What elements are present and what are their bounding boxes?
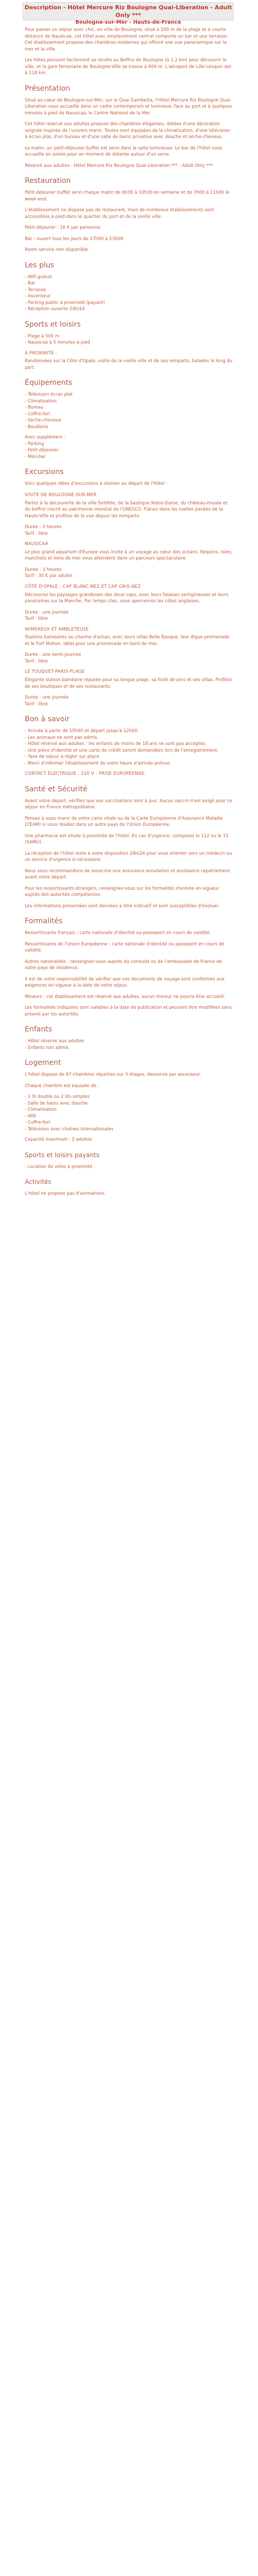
paragraph: Découvrez les paysages grandioses des deux caps, avec leurs falaises vertigineuses et leurs panoramas sur la Manche. Par temps clair, vous apercevrez les côtes anglaises.	[25, 592, 229, 604]
paragraph: Partez à la découverte de la ville fortifiée, de la basilique Notre-Dame, du château-musée et du beffroi inscrit au patrimoine mondial de l'UNESCO. Flânez dans les ruelles pavées de la Haute-Ville et profitez de la vue depuis les remparts.	[25, 500, 228, 519]
caps-label: CONTACT ÉLECTRIQUE : 220 V - PRISE EUROPÉENNE.	[25, 771, 146, 776]
detail: Tarif : libre	[25, 658, 48, 664]
paragraph: Cet hôtel réservé aux adultes propose des chambres élégantes, dotées d'une décoration soignée inspirée de l'univers marin. Toutes sont équipées de la climatisation, d'une télévision à écran plat, d'un bureau et d'une salle de bains privative avec douche et sèche-cheveux.	[25, 122, 230, 140]
paragraph: Ressortissants de l'Union Européenne : carte nationale d'identité ou passeport en cours de validité.	[25, 941, 224, 954]
equipment-extra-list	[25, 434, 233, 460]
excursion-details	[25, 609, 233, 622]
title-banner	[23, 2, 234, 25]
room-list	[25, 1094, 233, 1132]
footnote: Capacité maximum : 2 adultes	[25, 1137, 92, 1143]
list-item: - Taxe de séjour à régler sur place.	[25, 754, 101, 759]
paragraph: Petit-déjeuner : 16 € par personne.	[25, 225, 102, 230]
paragraph: Situé au cœur de Boulogne-sur-Mer, sur le Quai Gambetta, l'Hôtel Mercure Riz Boulogne Quai-Liberation vous accueille dans un cadre contemporain et lumineux, face au port et à quelques minutes à pied de Nausicaá, le Centre National de la Mer.	[25, 97, 232, 116]
feature-list	[25, 274, 233, 313]
intro-paragraph: Les hôtes peuvent facilement se rendre au Beffroi de Boulogne (à 1,2 km) pour découvrir la ville, et la gare ferroviaire de Boulogne-Ville se trouve à 600 m. L'aéroport de Lille-Lesquin est à 118 km.	[25, 58, 232, 76]
paragraph: Stations balnéaires au charme d'antan, avec leurs villas Belle Époque, leur digue-promenade et le Fort Mahon. Idéal pour une promenade en bord de mer.	[25, 635, 230, 647]
paragraph: L'établissement ne dispose pas de restaurant, mais de nombreux établissements sont accessibles à pied dans le quartier du port et de la vieille ville.	[25, 208, 215, 219]
paragraph: La réception de l'hôtel reste à votre disposition 24h/24 pour vous orienter vers un médecin ou un service d'urgence si nécessaire.	[25, 851, 232, 863]
list-item: - Nausicaá à 5 minutes à pied	[25, 340, 90, 345]
list-item: - Parking public à proximité (payant)	[25, 300, 105, 306]
paragraph: Petit-déjeuner buffet servi chaque matin de 6h30 à 10h30 en semaine et de 7h00 à 11h00 le week-end.	[25, 190, 230, 202]
page-title: Description - Hôtel Mercure Riz Boulogne Quai-Liberation - Adult Only ***	[24, 4, 232, 19]
list-item: - Location de vélos à proximité	[25, 1164, 92, 1170]
section-heading-bon-a-savoir: Bon à savoir	[25, 715, 70, 723]
list-item: - Les animaux ne sont pas admis.	[25, 735, 99, 740]
detail: Tarif : libre	[25, 616, 48, 621]
list-item: - Mini-bar	[25, 454, 46, 460]
excursion-title: CÔTE D'OPALE - CAP BLANC-NEZ ET CAP GRIS-NEZ	[25, 584, 141, 589]
detail: Tarif : 30 € par adulte	[25, 573, 72, 579]
excursion-details	[25, 652, 233, 665]
paragraph: Autres nationalités : renseignez-vous auprès du consulat ou de l'ambassade de France de votre pays de résidence.	[25, 959, 222, 971]
paragraph: Room service non disponible.	[25, 247, 89, 252]
section-heading-restauration: Restauration	[25, 177, 71, 185]
paragraph: Les formalités indiquées sont valables à la date de publication et peuvent être modifiées sans préavis par les autorités.	[25, 1005, 232, 1017]
section-heading-excursions: Excursions	[25, 468, 64, 477]
paragraph: Le plus grand aquarium d'Europe vous invite à un voyage au cœur des océans. Requins, raies, manchots et lions de mer vous attendent dans un parcours spectaculaire.	[25, 549, 233, 562]
list-item: - Arrivée à partir de 15h00 et départ jusqu'à 12h00.	[25, 728, 139, 734]
section-heading-equipements: Équipements	[25, 379, 72, 387]
paragraph: Pensez à vous munir de votre carte vitale ou de la Carte Européenne d'Assurance Maladie (CEAM) si vous résidez dans un autre pays de l'Union Européenne.	[25, 816, 223, 828]
list-item: - Climatisation	[25, 1107, 57, 1113]
section-heading-sante: Santé et Sécurité	[25, 785, 88, 793]
list-item: - Salle de bains avec douche	[25, 1100, 88, 1106]
paragraph: Les informations présentées sont données à titre indicatif et sont susceptibles d'évoluer.	[25, 903, 220, 909]
list-item: - Une pièce d'identité et une carte de crédit seront demandées lors de l'enregistrement.	[25, 748, 219, 753]
list-item: - Terrasse	[25, 287, 46, 293]
section-heading-les-plus: Les plus	[25, 261, 54, 269]
paragraph: Mineurs : cet établissement est réservé aux adultes, aucun mineur ne pourra être accueilli.	[25, 994, 225, 999]
paragraph: Le matin, un petit-déjeuner buffet est servi dans la salle lumineuse. Le bar de l'hôtel vous accueille en soirée pour un moment de détente autour d'un verre.	[25, 145, 222, 157]
main-content	[25, 27, 233, 1202]
children-list	[25, 1038, 233, 1051]
section-heading-logement: Logement	[25, 1059, 61, 1067]
list-item: - Télévision écran plat	[25, 392, 73, 398]
list-item: - Réception ouverte 24h/24	[25, 307, 85, 312]
paragraph: L'hôtel ne propose pas d'animations.	[25, 1191, 106, 1197]
page-subtitle: Boulogne-sur-Mer - Hauts-de-France	[75, 20, 181, 25]
detail: Durée : une journée	[25, 695, 69, 700]
paragraph: Chaque chambre est équipée de :	[25, 1083, 100, 1089]
list-item: - Wifi	[25, 1113, 36, 1119]
detail: Durée : 3 heures	[25, 524, 62, 530]
list-item: - Hôtel réservé aux adultes : les enfants de moins de 18 ans ne sont pas acceptés.	[25, 741, 207, 747]
paragraph: L'hôtel dispose de 67 chambres réparties sur 5 étages, desservis par ascenseur.	[25, 1072, 201, 1078]
excursion-details	[25, 694, 233, 707]
paragraph: Une pharmacie est située à proximité de l'hôtel. En cas d'urgence, composez le 112 ou le 15 (SAMU).	[25, 833, 229, 845]
list-item: - Wifi gratuit	[25, 274, 52, 280]
list-item: - Bureau	[25, 405, 44, 411]
excursion-details	[25, 567, 233, 580]
equipment-list	[25, 392, 233, 430]
paid-activities-list	[25, 1164, 233, 1171]
paragraph: Avant votre départ, vérifiez que vos vaccinations sont à jour. Aucun vaccin n'est exigé pour ce séjour en France métropolitaine.	[25, 798, 232, 810]
list-item: - Petit-déjeuner	[25, 448, 59, 453]
detail: Tarif : libre	[25, 531, 48, 536]
section-heading-enfants: Enfants	[25, 1025, 52, 1034]
list-item: - Hôtel réservé aux adultes	[25, 1039, 85, 1044]
detail: Durée : une demi-journée	[25, 652, 82, 658]
detail: Tarif : libre	[25, 701, 48, 707]
section-heading-sports: Sports et loisirs	[25, 320, 81, 329]
excursion-title: VISITE DE BOULOGNE-SUR-MER	[25, 492, 97, 498]
paragraph: Élégante station balnéaire réputée pour sa longue plage, sa forêt de pins et ses villas. Profitez de ses boutiques et de ses restaurants.	[25, 677, 232, 689]
paragraph: Il est de votre responsabilité de vérifier que vos documents de voyage sont conformes aux exigences en vigueur à la date de votre séjour.	[25, 976, 225, 989]
list-item: - Merci d'informer l'établissement de votre heure d'arrivée prévue.	[25, 760, 171, 766]
paragraph: Bar : ouvert tous les jours de 17h00 à 23h00.	[25, 236, 125, 242]
list-label: Avec supplément :	[25, 435, 66, 440]
list-item: - Télévision avec chaînes internationales	[25, 1126, 114, 1132]
intro-paragraph: Pour passer un séjour avec chic, en ville de Boulogne, situé à 500 m de la plage et à courte distance de Nausicaá, cet hôtel avec emplacement central comporte un bar et une terrasse. Cet établissement propose des chambres modernes qui offrent une vue panoramique sur la mer et la ville.	[25, 27, 229, 52]
excursion-title: LE TOUQUET-PARIS-PLAGE	[25, 669, 85, 675]
detail: Durée : une journée	[25, 609, 69, 615]
list-item: - Coffre-fort	[25, 411, 51, 417]
list-item: - Parking	[25, 441, 44, 447]
info-list	[25, 728, 233, 767]
list-item: - Climatisation	[25, 398, 57, 404]
footnote: Réservé aux adultes - Hôtel Mercure Riz Boulogne Quai-Liberation *** - Adult Only ***	[25, 163, 213, 168]
paragraph: Nous vous recommandons de souscrire une assurance annulation et assistance rapatriement avant votre départ.	[25, 868, 230, 880]
list-item: - Enfants non admis	[25, 1045, 69, 1050]
detail: Durée : 3 heures	[25, 567, 62, 572]
list-item: - Coffre-fort	[25, 1120, 51, 1126]
list-item: - 1 lit double ou 2 lits simples	[25, 1094, 90, 1100]
section-heading-formalites: Formalités	[25, 917, 63, 926]
list-item: - Plage à 500 m	[25, 333, 59, 339]
caps-label: À PROXIMITÉ :	[25, 350, 57, 356]
list-item: - Bar	[25, 281, 36, 286]
paragraph: Voici quelques idées d'excursions à réaliser au départ de l'hôtel :	[25, 481, 168, 487]
paragraph: Pour les ressortissants étrangers, renseignez-vous sur les formalités d'entrée en vigueur auprès des autorités compétentes.	[25, 886, 219, 898]
paragraph: Ressortissants français : carte nationale d'identité ou passeport en cours de validité.	[25, 930, 211, 936]
list-item: - Sèche-cheveux	[25, 418, 61, 423]
excursion-title: WIMEREUX ET AMBLETEUSE	[25, 626, 89, 632]
section-heading-activites: Activités	[25, 1178, 52, 1186]
list-item: - Ascenseur	[25, 294, 51, 299]
list-item: - Bouilloire	[25, 424, 49, 430]
section-heading-loisirs-payants: Sports et loisirs payants	[25, 1151, 100, 1159]
excursion-title: NAUSICAÁ	[25, 541, 49, 547]
sports-list	[25, 333, 233, 346]
paragraph: Randonnées sur la Côte d'Opale, visite de la vieille ville et de ses remparts, balades le long du port.	[25, 359, 233, 370]
section-heading-presentation: Présentation	[25, 84, 70, 93]
excursion-details	[25, 524, 233, 537]
